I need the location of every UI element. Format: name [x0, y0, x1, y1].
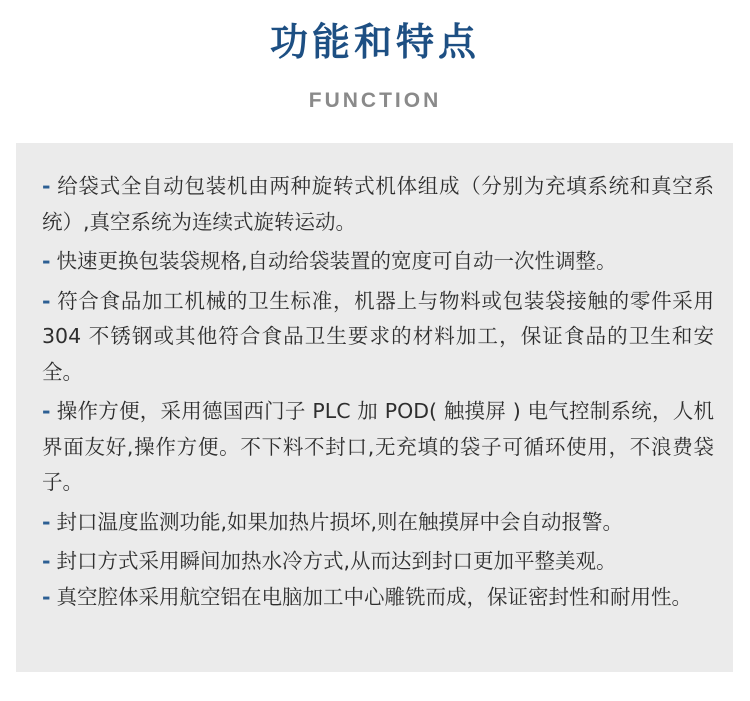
feature-text: 封口温度监测功能,如果加热片损坏,则在触摸屏中会自动报警。	[56, 509, 624, 534]
bullet-dash: -	[42, 549, 51, 573]
feature-text: 快速更换包装袋规格,自动给袋装置的宽度可自动一次性调整。	[56, 249, 617, 273]
page-subtitle: FUNCTION	[308, 89, 442, 112]
feature-item-7	[42, 580, 714, 616]
features-panel	[16, 143, 733, 672]
feature-text: 操作方便，采用德国西门子 PLC 加 POD( 触摸屏 ) 电气控制系统，人机界面友好,操作方便。不下料不封口,无充填的袋子可循环使用，不浪费袋子。	[42, 399, 714, 494]
feature-item-1	[42, 169, 714, 240]
bullet-dash: -	[42, 288, 51, 313]
feature-text: 给袋式全自动包装机由两种旋转式机体组成（分别为充填系统和真空系统）,真空系统为连续式旋转运动。	[42, 174, 714, 234]
feature-text: 符合食品加工机械的卫生标准，机器上与物料或包装袋接触的零件采用 304 不锈钢或其他符合食品卫生要求的材料加工，保证食品的卫生和安全。	[42, 288, 714, 384]
feature-text: 封口方式采用瞬间加热水冷方式,从而达到封口更加平整美观。	[56, 549, 617, 573]
bullet-dash: -	[42, 249, 51, 273]
bullet-dash: -	[42, 399, 51, 423]
feature-item-2	[42, 244, 714, 280]
bullet-dash: -	[42, 584, 51, 609]
bullet-dash: -	[42, 174, 51, 198]
page-title: 功能和特点	[269, 20, 480, 64]
feature-item-4	[42, 394, 714, 501]
feature-item-5	[42, 505, 714, 541]
feature-item-6	[42, 544, 714, 580]
feature-text: 真空腔体采用航空铝在电脑加工中心雕铣而成，保证密封性和耐用性。	[56, 584, 693, 609]
feature-item-3	[42, 284, 714, 391]
features-list	[42, 169, 714, 615]
bullet-dash: -	[42, 509, 51, 534]
